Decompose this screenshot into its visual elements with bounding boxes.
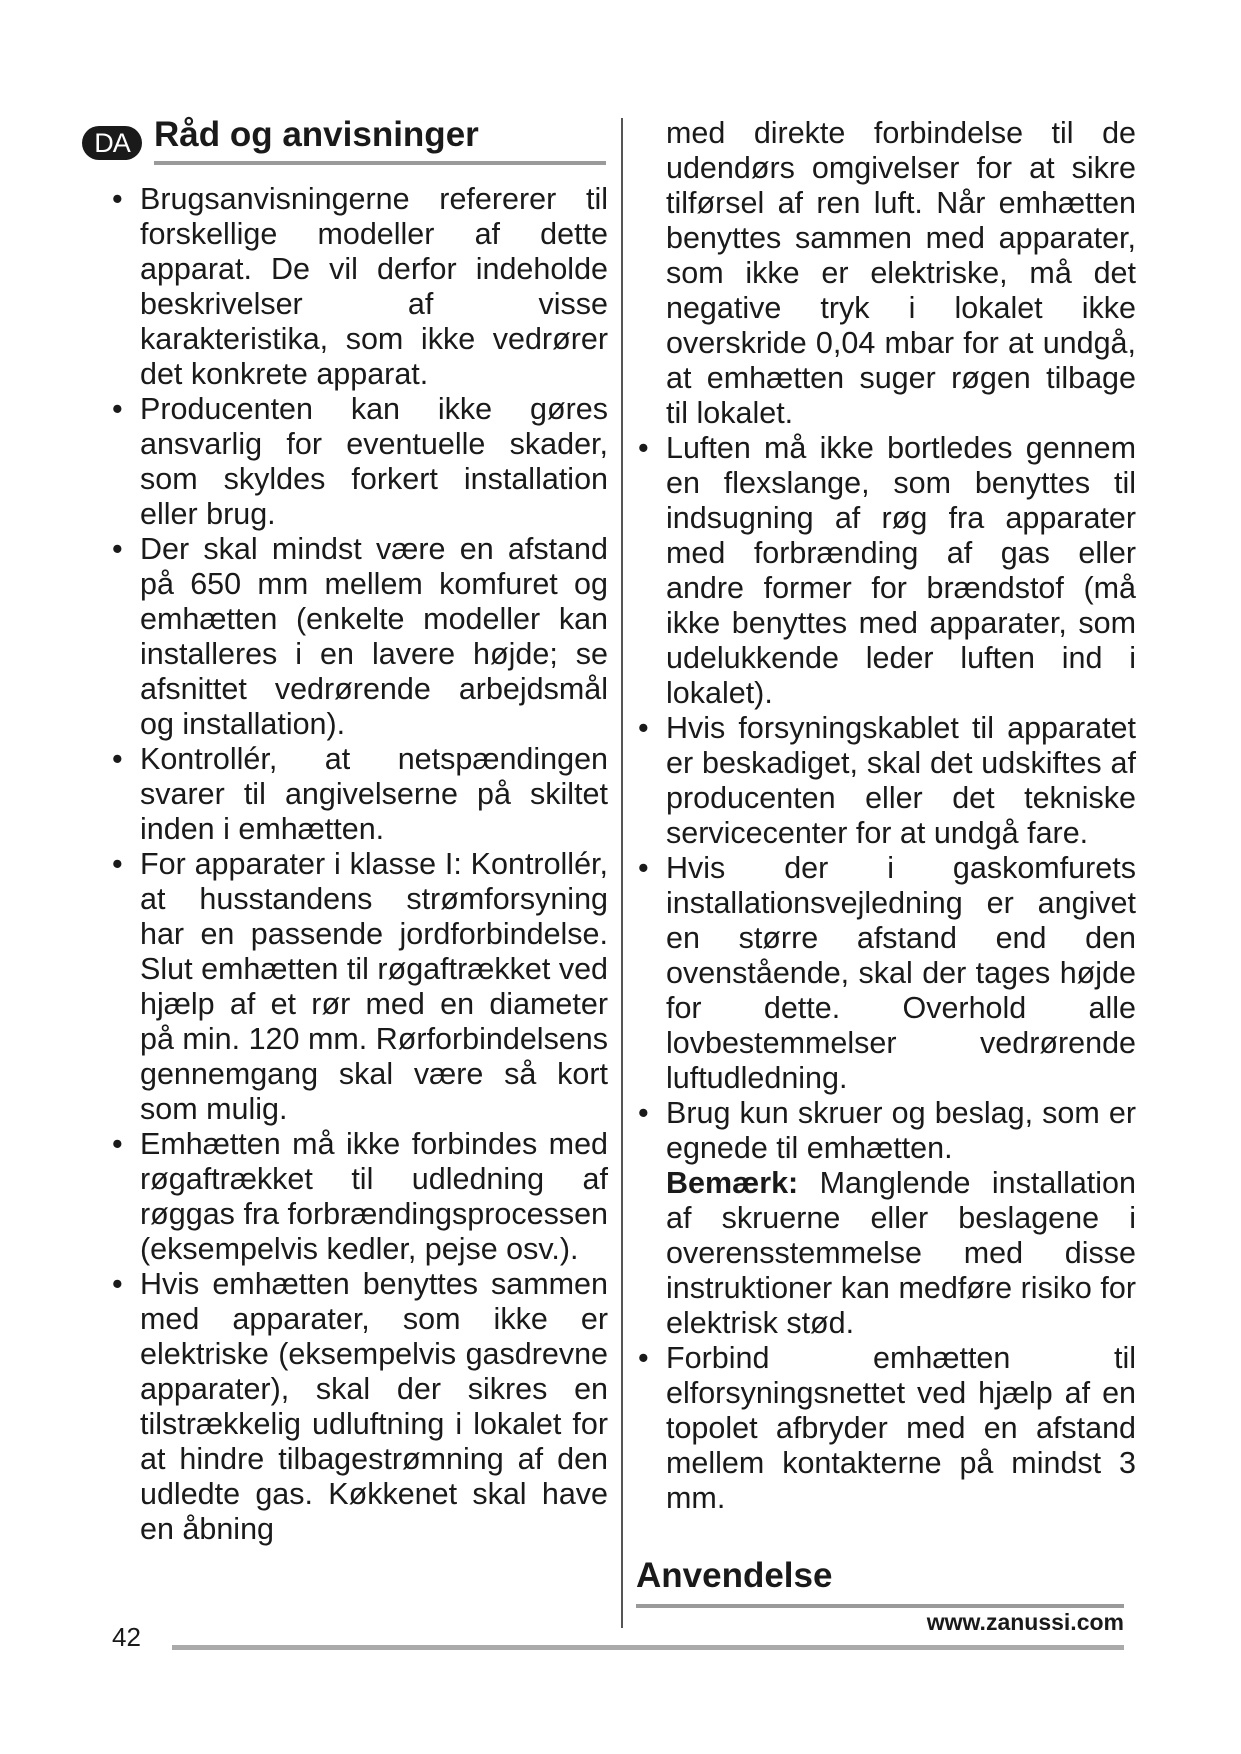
note-text: Manglende installation af skruerne eller beslagene i overensstemmelse med disse instruktioner kan medføre risiko for elektrisk stød. [666, 1166, 1136, 1340]
next-section-title: Anvendelse [636, 1556, 833, 1595]
footer-url[interactable]: www.zanussi.com [926, 1609, 1124, 1635]
list-item: • Kontrollér, at netspændingen svarer til angivelserne på skiltet inden i emhætten. [112, 742, 608, 846]
list-item: • Brugsanvisningerne refererer til forskellige modeller af dette apparat. De vil derfor indeholde beskrivelser af visse karakteristika, som ikke vedrører det konkrete apparat. [112, 182, 608, 391]
list-item: • Forbind emhætten til elforsyningsnettet ved hjælp af en topolet afbryder med en afstand mellem kontakterne på mindst 3 mm. [638, 1341, 1136, 1515]
language-badge: DA [82, 126, 142, 160]
left-column [110, 182, 608, 1547]
continuation-paragraph: med direkte forbindelse til de udendørs omgivelser for at sikre tilførsel af ren luft. Når emhætten benyttes sammen med apparater, som ikke er elektriske, må det negative tryk i lokalet ikke overskride 0,04 mbar for at undgå, at emhætten suger røgen tilbage til lokalet. [666, 116, 1136, 430]
section-header [82, 112, 606, 162]
list-item: • Brug kun skruer og beslag, som er egnede til emhætten. [638, 1096, 1136, 1165]
page-number: 42 [112, 1622, 141, 1652]
section-title: Råd og anvisninger [154, 115, 479, 154]
note-paragraph [636, 1166, 1136, 1341]
list-item: • Producenten kan ikke gøres ansvarlig for eventuelle skader, som skyldes forkert installation eller brug. [112, 392, 608, 531]
list-item: • Der skal mindst være en afstand på 650 mm mellem komfuret og emhætten (enkelte modeller kan installeres i en lavere højde; se afsnittet vedrørende arbejdsmål og installation). [112, 532, 608, 741]
list-item: • Hvis emhætten benyttes sammen med apparater, som ikke er elektriske (eksempelvis gasdrevne apparater), skal der sikres en tilstrækkelig udluftning i lokalet for at hindre tilbagestrømning af den udledte gas. Køkkenet skal have en åbning [112, 1267, 608, 1546]
list-item: • Hvis der i gaskomfurets installationsvejledning er angivet en større afstand end den ovenstående, skal der tages højde for dette. Overhold alle lovbestemmelser vedrørende luftudledning. [638, 851, 1136, 1095]
right-column [636, 116, 1136, 1516]
title-underline [154, 161, 606, 165]
footer-rule [172, 1645, 1124, 1650]
note-label: Bemærk: [666, 1166, 799, 1200]
list-item: • Luften må ikke bortledes gennem en flexslange, som benyttes til indsugning af røg fra apparater med forbrænding af gas eller andre former for brændstof (må ikke benyttes med apparater, som udelukkende leder luften ind i lokalet). [638, 431, 1136, 710]
list-item: • Hvis forsyningskablet til apparatet er beskadiget, skal det udskiftes af producenten eller det tekniske servicecenter for at undgå fare. [638, 711, 1136, 850]
list-item: • For apparater i klasse I: Kontrollér, at husstandens strømforsyning har en passende jordforbindelse. Slut emhætten til røgaftrækket ved hjælp af et rør med en diameter på min. 120 mm. Rørforbindelsens gennemgang skal være så kort som mulig. [112, 847, 608, 1126]
list-item: • Emhætten må ikke forbindes med røgaftrækket til udledning af røggas fra forbrændingsprocessen (eksempelvis kedler, pejse osv.). [112, 1127, 608, 1266]
column-divider [621, 118, 623, 1628]
